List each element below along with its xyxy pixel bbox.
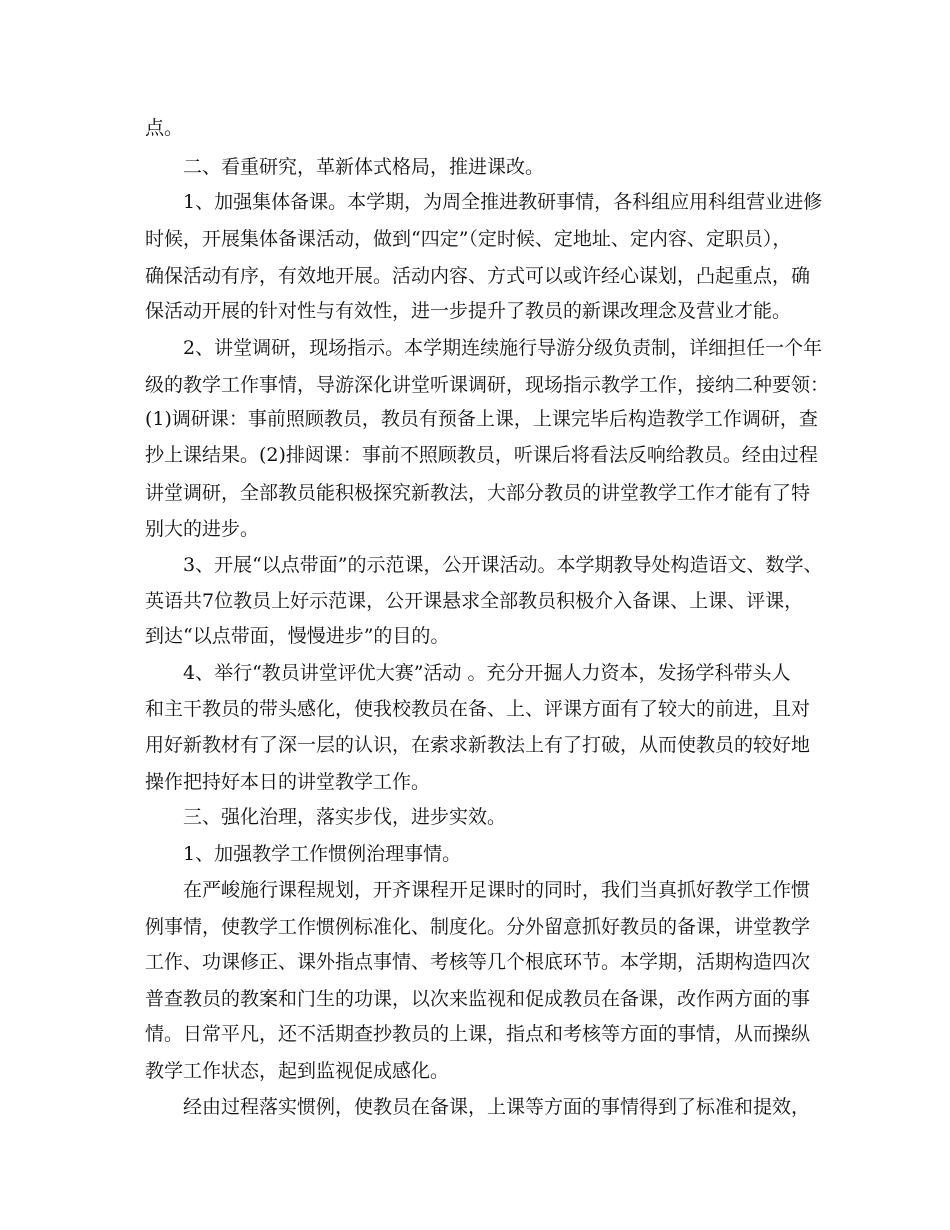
text-line: 确保活动有序，有效地开展。活动内容、方式可以或许经心谋划，凸起重点，确: [145, 265, 811, 287]
text-line: 用好新教材有了深一层的认识，在索求新教法上有了打破，从而使教员的较好地: [145, 734, 811, 756]
text-line: 普查教员的教案和门生的功课，以次来监视和促成教员在备课，改作两方面的事: [145, 988, 811, 1010]
text-line: 时候，开展集体备课活动，做到“四定”（定时候、定地址、定内容、定职员），: [145, 228, 792, 250]
text-line: 经由过程落实惯例，使教员在备课，上课等方面的事情得到了标准和提效，: [183, 1096, 811, 1118]
text-line: 点。: [145, 117, 184, 139]
section-heading: 二、看重研究，革新体式格局，推进课改。: [183, 156, 545, 178]
text-line: 和主干教员的带头感化，使我校教员在备、上、评课方面有了较大的前进，且对: [145, 698, 811, 720]
text-line: (1)调研课：事前照顾教员，教员有预备上课，上课完毕后构造教学工作调研，查: [145, 408, 818, 430]
text-line: 4、举行“教员讲堂评优大赛”活动 。充分开掘人力资本，发扬学科带头人: [183, 662, 791, 684]
text-line: 级的教学工作事情，导游深化讲堂听课调研，现场指示教学工作，接纳二种要领：: [145, 374, 830, 396]
text-line: 讲堂调研，全部教员能积极探究新教法，大部分教员的讲堂教学工作才能有了特: [145, 482, 811, 504]
text-line: 保活动开展的针对性与有效性，进一步提升了教员的新课改理念及营业才能。: [145, 300, 792, 322]
text-line: 英语共7位教员上好示范课，公开课悬求全部教员积极介入备课、上课、评课，: [145, 590, 804, 612]
text-line: 别大的进步。: [145, 518, 260, 540]
text-line: 3、开展“以点带面”的示范课，公开课活动。本学期教导处构造语文、数学、: [183, 554, 823, 576]
text-line: 情。日常平凡，还不活期查抄教员的上课，指点和考核等方面的事情，从而操纵: [145, 1023, 811, 1045]
subsection-heading: 1、加强教学工作惯例治理事情。: [183, 843, 462, 865]
section-heading: 三、强化治理，落实步伐，进步实效。: [183, 806, 507, 828]
text-line: 抄上课结果。(2)排闼课：事前不照顾教员，听课后将看法反响给教员。经由过程: [145, 444, 818, 466]
text-line: 工作、功课修正、课外指点事情、考核等几个根底环节。本学期，活期构造四次: [145, 951, 811, 973]
text-line: 1、加强集体备课。本学期，为周全推进教研事情，各科组应用科组营业进修: [183, 191, 823, 213]
text-line: 在严峻施行课程规划，开齐课程开足课时的同时，我们当真抓好教学工作惯: [183, 879, 811, 901]
text-line: 教学工作状态，起到监视促成感化。: [145, 1060, 450, 1082]
text-line: 操作把持好本日的讲堂教学工作。: [145, 771, 431, 793]
text-line: 2、讲堂调研，现场指示。本学期连续施行导游分级负责制，详细担任一个年: [183, 337, 823, 359]
text-line: 到达“以点带面，慢慢进步”的目的。: [145, 625, 450, 647]
text-line: 例事情，使教学工作惯例标准化、制度化。分外留意抓好教员的备课，讲堂教学: [145, 916, 811, 938]
